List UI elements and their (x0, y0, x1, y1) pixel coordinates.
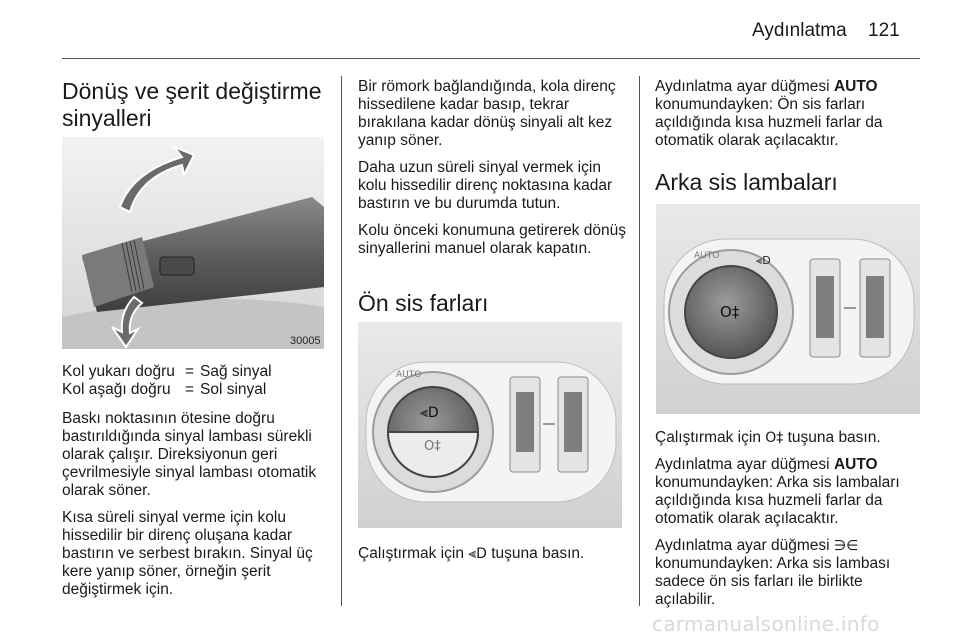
signal-equals: = (185, 363, 195, 380)
section-heading-rear-fog: Arka sis lambaları (655, 169, 838, 195)
para-prefix: Aydınlatma ayar düğmesi (655, 456, 830, 473)
signal-action: Kol yukarı doğru (62, 363, 175, 380)
sidelight-icon: ∋∈ (833, 538, 859, 554)
page-header-title: Aydınlatma (752, 20, 847, 41)
light-switch-figure-rear (656, 204, 920, 414)
signal-result: Sol sinyal (200, 381, 267, 398)
lever-illustration (62, 137, 324, 349)
paragraph-auto-front (655, 78, 923, 150)
light-switch-figure-front (358, 322, 622, 528)
para-prefix: Aydınlatma ayar düğmesi (655, 537, 830, 554)
paragraph: Kısa süreli sinyal verme için kolu hissedilir bir direnç oluşana kadar bastırın ve serbest bırakın. Sinyal üç kere yanıp söner, örneğin şerit değiştirmek için. (62, 509, 313, 598)
front-fog-heading-block (358, 290, 626, 317)
para-suffix: konumundayken: Arka sis lambaları açıldığında kısa huzmeli farlar da otomatik olarak açılacaktır. (655, 474, 900, 527)
para-prefix: Aydınlatma ayar düğmesi (655, 78, 830, 95)
front-fog-instruction (358, 545, 628, 572)
column-divider-2 (639, 76, 640, 606)
rear-fog-instruction (655, 429, 925, 447)
paragraph: Bir römork bağlandığında, kola direnç hissedilene kadar basıp, tekrar bırakılana kadar dönüş sinyali alt kez yanıp söner. (358, 78, 616, 149)
signal-equals: = (185, 381, 195, 398)
paragraph: Kolu önceki konumuna getirerek dönüş sinyallerini manuel olarak kapatın. (358, 222, 626, 257)
section-heading-turn-signals: Dönüş ve şerit değiştirme sinyalleri (62, 78, 322, 131)
instruction-text (358, 545, 628, 563)
rear-fog-heading-block (655, 169, 923, 196)
instruction-suffix: tuşuna basın. (787, 429, 881, 446)
rear-fog-icon: O‡ (765, 430, 784, 446)
watermark: carmanualsonline.info (652, 612, 880, 636)
paragraph: Daha uzun süreli sinyal vermek için kolu hissedilir direnç noktasına kadar bastırın ve bu durumda tutun. (358, 159, 613, 212)
svg-text:⫷D: ⫷D (756, 254, 771, 267)
signal-result: Sağ sinyal (200, 363, 272, 380)
paragraph: Baskı noktasının ötesine doğru bastırıldığında sinyal lambası sürekli olarak çalışır. Direksiyonun geri çevrilmesiyle sinyal lambası otomatik olarak söner. (62, 410, 317, 499)
column-1-body (62, 410, 330, 608)
paragraph-auto-rear (655, 456, 925, 528)
signal-row-up (62, 363, 272, 381)
instruction-prefix: Çalıştırmak için (358, 545, 464, 562)
para-suffix: konumundayken: Ön sis farları açıldığında kısa huzmeli farlar da otomatik olarak açılacaktır. (655, 96, 883, 149)
front-fog-icon: ⫷D (468, 546, 487, 562)
signal-table (62, 363, 272, 399)
para-suffix: konumundayken: Arka sis lambası sadece ön sis farları ile birlikte açılabilir. (655, 555, 891, 608)
auto-label: AUTO (833, 456, 878, 473)
svg-text:O‡: O‡ (720, 303, 740, 321)
column-2 (358, 78, 626, 267)
auto-label: AUTO (833, 78, 878, 95)
column-divider-1 (341, 76, 342, 606)
rear-fog-body (655, 429, 925, 618)
instruction-suffix: tuşuna basın. (491, 545, 585, 562)
svg-text:AUTO: AUTO (694, 251, 720, 261)
section-heading-front-fog: Ön sis farları (358, 290, 489, 316)
light-switch-illustration-rear (656, 204, 920, 414)
page-number: 121 (868, 20, 900, 41)
svg-text:AUTO: AUTO (396, 370, 422, 380)
turn-signal-lever-figure (62, 137, 324, 349)
figure-number: 30005 (290, 335, 321, 347)
svg-text:O‡: O‡ (424, 439, 441, 454)
signal-row-down (62, 381, 272, 399)
paragraph-sidelight (655, 537, 925, 609)
light-switch-illustration-front (358, 322, 622, 528)
signal-action: Kol aşağı doğru (62, 381, 171, 398)
instruction-prefix: Çalıştırmak için (655, 429, 761, 446)
header-rule (62, 58, 920, 59)
svg-text:⫷D: ⫷D (420, 405, 439, 421)
column-3 (655, 78, 923, 159)
column-1 (62, 78, 328, 132)
